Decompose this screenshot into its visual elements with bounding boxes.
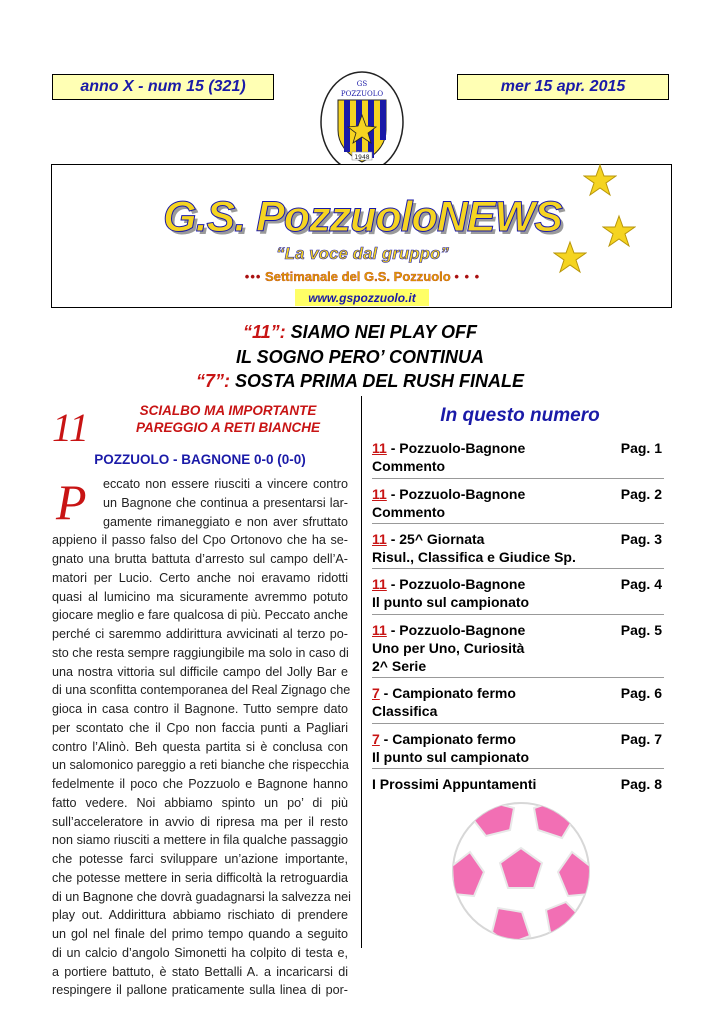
article-line: eccato non essere riusciti a vincere contro [103,477,348,491]
toc-item-subtitle: Uno per Uno, Curiosità [372,640,525,656]
headline-team-number: “7”: [195,371,230,391]
drop-cap: P [56,474,87,530]
article-line: giocare meglio e fare qualcosa di più. Peccato anche [52,608,348,623]
gold-star-icon [553,240,587,279]
toc-item-text: - Campionato fermo [379,731,516,747]
toc-item[interactable] [372,621,662,675]
toc-page-number: Pag. 2 [620,486,662,502]
article-line: una nostra vittoria sul difficile campo del Jolly Bar e [52,664,348,679]
toc-item-subtitle: Risul., Classifica e Giudice Sp. [372,549,576,565]
issue-number: anno X - num 15 (321) [80,78,246,95]
crest-year: 1948 [354,154,370,161]
toc-page-number: Pag. 8 [620,776,662,792]
toc-separator [372,768,664,769]
toc-item-title [372,575,662,593]
toc-item-text: - Pozzuolo-Bagnone [386,486,526,502]
toc-item-title [372,684,662,702]
article-line: un salomonico pareggio a reti bianche che rispecchia [52,758,349,773]
column-divider [361,396,362,948]
article-subhead-line-2: PAREGGIO A RETI BIANCHE [135,420,320,435]
toc-page-number: Pag. 7 [620,731,662,747]
toc-item-subtitle: Commento [372,504,446,520]
article-line: non siamo riusciti a mettere in fila qualche passaggio [52,833,348,848]
toc-item[interactable] [372,775,662,793]
article-line: di un calcio d’angolo Simonetti ha colpito di testa e, [52,945,348,960]
toc-item-text: - 25^ Giornata [386,531,485,547]
article-line: appieno il passo falso del Cpo Ortonovo che ha se- [52,533,348,548]
article-line: gnato una brutta battuta d’arresto sul campo dell’A- [52,552,348,566]
article-line: a portiere battuto, è stato Bettalli A. a incaricarsi di [52,964,348,979]
toc-team-number: 11 [372,486,387,502]
masthead [51,164,672,308]
toc-item-title [372,621,662,639]
issue-date: mer 15 apr. 2015 [500,78,626,95]
gold-star-icon [583,163,617,202]
article-line: matori per Lucio. Certo anche noi eravamo ridotti [52,570,348,585]
article-subhead-line-1: SCIALBO MA IMPORTANTE [139,403,317,418]
toc-title: In questo numero [440,405,600,426]
toc-separator [372,614,664,615]
article-line: sull’acceleratore in avvio di ripresa ma per il resto [52,814,348,829]
crest-text-gs: GS [356,80,368,88]
article-line: respingere il pallone praticamente sulla linea di por- [52,983,348,998]
article-line: di un Bagnone che dovrà guadagnarsi la salvezza nei [52,889,351,904]
article-line: un Bagnone che continua a presentarsi lar- [103,495,348,510]
article-line: gamente rimaneggiato e non aver sfruttato [103,514,348,529]
article-line: di una sconfitta contemporanea del Real Zignago che [52,683,351,698]
toc-item-title [372,730,662,748]
toc-item[interactable] [372,530,662,566]
headline-line-1 [150,322,570,343]
toc-team-number: 11 [372,576,387,592]
toc-separator [372,523,664,524]
toc-item[interactable] [372,575,662,611]
article-line: che potesse farci sviluppare un’azione importante, [52,852,348,866]
headline-text: SIAMO NEI PLAY OFF [285,322,478,342]
team-number-badge: 11 [52,405,90,450]
toc-item-title [372,775,662,793]
toc-item[interactable] [372,439,662,475]
toc-team-number: 11 [372,531,387,547]
article-line: quasi al lumicino ma sicuramente avremmo potuto [52,589,348,604]
toc-item-subtitle: Il punto sul campionato [372,594,530,610]
headline-text: IL SOGNO PERO’ CONTINUA [235,347,485,367]
issue-number-box [52,74,274,100]
masthead-motto: “La voce dal gruppo” [276,244,449,263]
toc-item-subtitle: 2^ Serie [372,658,427,674]
article-line: fedelmente il poco che Pozzuolo e Bagnone hanno [52,777,348,791]
article-line: fatto vedere. Noi abbiamo spinto un po’ di più [52,795,348,810]
masthead-title: G.S. PozzuoloNEWS [163,193,562,241]
masthead-subtitle: Settimanale del G.S. Pozzuolo [265,269,451,284]
headline-line-2 [150,347,570,368]
toc-page-number: Pag. 6 [620,685,662,701]
headline-team-number: “11”: [242,322,286,342]
article-line: play out. Addirittura abbiamo rischiato di prendere [52,908,348,923]
match-result: POZZUOLO - BAGNONE 0-0 (0-0) [94,452,306,467]
pink-soccer-ball-icon [450,800,592,947]
toc-item-text: - Campionato fermo [379,685,516,701]
toc-page-number: Pag. 5 [620,622,662,638]
toc-item-text: - Pozzuolo-Bagnone [386,576,526,592]
toc-item-text: I Prossimi Appuntamenti [372,776,537,792]
toc-item[interactable] [372,730,662,766]
toc-item-subtitle: Commento [372,458,446,474]
toc-page-number: Pag. 1 [620,440,662,456]
toc-item-subtitle: Il punto sul campionato [372,749,530,765]
crest-text-name: POZZUOLO [340,90,384,98]
subtitle-dots-right: • • • [454,269,481,284]
headline-line-3 [150,371,570,392]
toc-item-text: - Pozzuolo-Bagnone [386,622,526,638]
toc-separator [372,568,664,569]
toc-item-title [372,439,662,457]
subtitle-dots-left: ••• [244,269,262,284]
toc-page-number: Pag. 3 [620,531,662,547]
toc-item[interactable] [372,485,662,521]
toc-team-number: 11 [372,440,387,456]
article-subhead [103,402,353,436]
headline-text: SOSTA PRIMA DEL RUSH FINALE [230,371,525,391]
article-line: che potesse mettere in seria difficoltà la retroguardia [52,870,348,885]
article-line: perché ci saremmo addirittura avvicinati al terzo po- [52,627,348,641]
toc-page-number: Pag. 4 [620,576,662,592]
toc-separator [372,478,664,479]
gold-star-icon [602,214,636,253]
article-line: sto che resta sempre raggiungibile ma solo in caso di [52,645,349,660]
article-line: contro l’Alinò. Beh questa partita si è conclusa con [52,739,348,754]
article-line: un gol nel finale del primo tempo quando a seguito [52,927,348,941]
toc-team-number: 11 [372,622,387,638]
toc-item[interactable] [372,684,662,720]
issue-date-box [457,74,669,100]
article-line: per scontato che il Cpo non faccia punti a Pagliari [52,720,348,735]
toc-separator [372,723,664,724]
toc-item-subtitle: Classifica [372,703,438,719]
toc-item-title [372,485,662,503]
toc-item-title [372,530,662,548]
website-link[interactable]: www.gspozzuolo.it [295,289,429,306]
toc-team-number: 7 [372,685,380,701]
article-line: gioca in casa contro il Bagnone. Tutto sempre dato [52,702,348,716]
toc-separator [372,677,664,678]
toc-team-number: 7 [372,731,380,747]
toc-item-text: - Pozzuolo-Bagnone [386,440,526,456]
